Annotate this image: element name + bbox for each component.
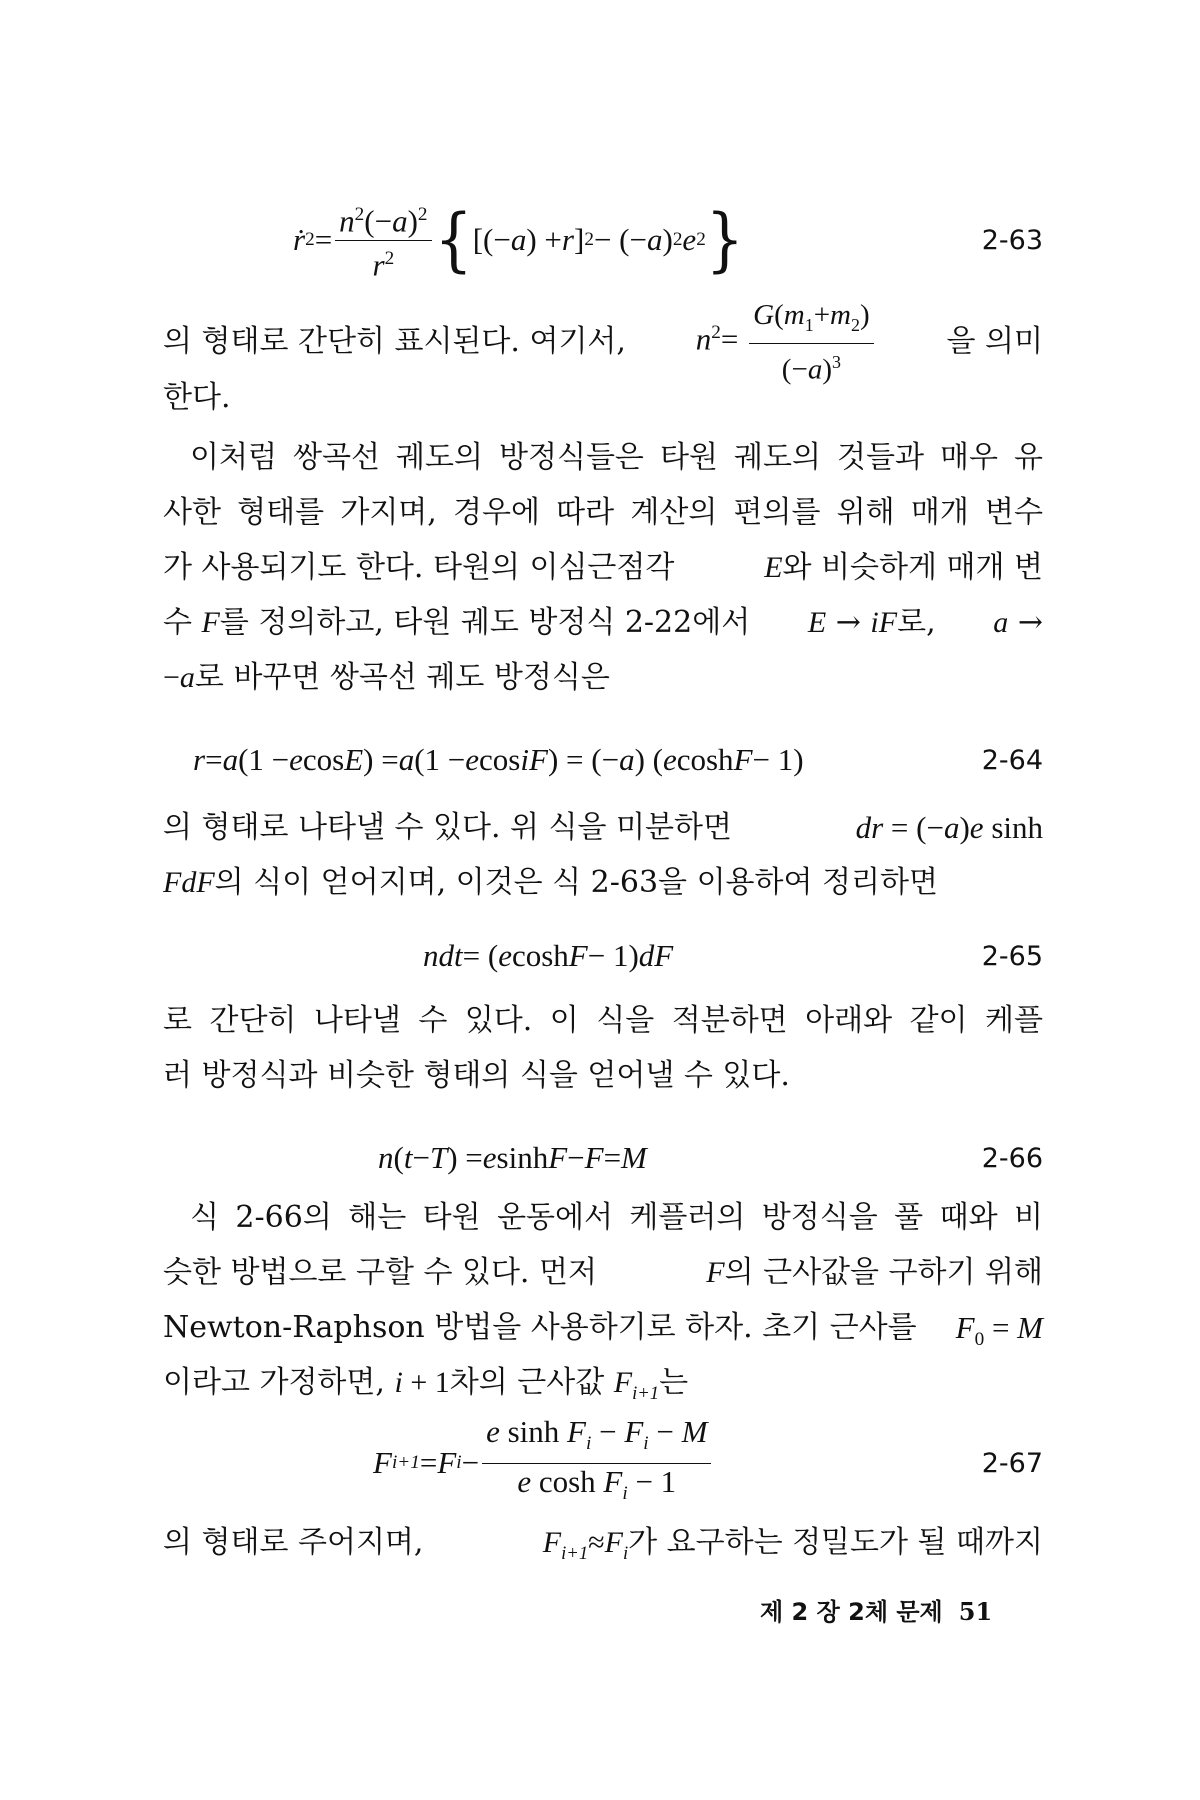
equation-body: n ( t − T ) = e sinh F − F = M: [378, 1140, 647, 1175]
text-segment: 수 F를 정의하고, 타원 궤도 방정식 2-22에서: [163, 605, 751, 640]
text-line: 사한 형태를 가지며, 경우에 따라 계산의 편의를 위해 매개 변수: [163, 495, 1043, 530]
text-line: 러 방정식과 비슷한 형태의 식을 얻어낼 수 있다.: [163, 1058, 790, 1093]
text-segment: $F_{i+1}\approx F_i$가 요구하는 정밀도가 될 때까지: [542, 1525, 1043, 1564]
text-segment: 슷한 방법으로 구할 수 있다. 먼저: [163, 1255, 597, 1290]
equation-2-65: [163, 916, 1043, 996]
text-segment: 이라고 가정하면,: [163, 1365, 385, 1400]
equation-number: 2-64: [981, 744, 1043, 776]
text-line: FdF의 식이 얻어지며, 이것은 식 2-63을 이용하여 정리하면: [163, 865, 938, 900]
text-segment: 가 사용되기도 한다. 타원의 이심근점각: [163, 550, 675, 585]
equation-body: ṙ 2 = $\frac{n^2(-a)^2}{r^2}$ { [(− a ) + r ] 2 − (− a ) 2 e 2 }: [293, 200, 744, 280]
text-line: [163, 808, 1043, 848]
text-segment: 의 식이 얻어지며, 이것은 식 2-63을 이용하여 정리하면: [214, 865, 938, 900]
text-segment: Newton-Raphson 방법을 사용하기로 하자. 초기 근사를: [163, 1310, 917, 1345]
inline-equation: $n^2=$ $\frac{G(m_1+m_2)}{(-a)^3}$: [696, 297, 877, 387]
equation-number: 2-67: [981, 1447, 1043, 1479]
text-line: [163, 603, 1043, 643]
inline-equation: $F_0 = M$: [955, 1310, 1043, 1351]
equation-2-66: [163, 1118, 1043, 1198]
text-segment: 의 근사값을 구하기 위해: [724, 1255, 1043, 1290]
text-segment: F의 근사값을 구하기 위해: [706, 1255, 1043, 1290]
text-segment: E → iF로,: [807, 605, 936, 640]
text-line: −a로 바꾸면 쌍곡선 궤도 방정식은: [163, 660, 610, 695]
text-segment: 로,: [897, 605, 936, 640]
equation-number: 2-66: [981, 1142, 1043, 1174]
equation-number: 2-63: [981, 224, 1043, 256]
text-segment: 를 정의하고, 타원 궤도 방정식 2-22에서: [219, 605, 751, 640]
equation-2-64: [163, 720, 1043, 800]
text-line: [163, 1523, 1043, 1574]
text-segment: 의 형태로 간단히 표시된다. 여기서,: [163, 324, 626, 359]
text-segment: 수: [163, 605, 192, 640]
text-segment: 차의 근사값: [449, 1365, 605, 1400]
text-segment: 와 비슷하게 매개 변: [782, 550, 1043, 585]
equation-2-67: [163, 1414, 1043, 1508]
text-line: [163, 298, 1043, 386]
text-segment: 가 요구하는 정밀도가 될 때까지: [628, 1525, 1043, 1560]
equation-body: F i+1 = F i − $\frac{e \sinh F_i - F_i - M}{e \cosh F_i - 1}$: [373, 1418, 714, 1508]
inline-equation: dr = (−a)e sinh: [855, 810, 1043, 845]
text-line: [163, 1308, 1043, 1360]
text-line: 이처럼 쌍곡선 궤도의 방정식들은 타원 궤도의 것들과 매우 유: [190, 440, 1043, 475]
text-line: 식 2-66의 해는 타원 운동에서 케플러의 방정식을 풀 때와 비: [190, 1200, 1043, 1235]
text-line: [163, 548, 1043, 588]
equation-2-63: [163, 200, 1043, 280]
page-footer: [760, 1592, 1020, 1627]
text-segment: 의 형태로 주어지며,: [163, 1525, 424, 1560]
fraction: $\frac{n^2(-a)^2}{r^2}$: [335, 197, 431, 283]
fraction: $\frac{e \sinh F_i - F_i - M}{e \cosh F_i - 1}$: [482, 1414, 711, 1511]
equation-body: ndt = ( e cosh F − 1) dF: [423, 938, 674, 973]
chapter-title: 제 2 장 2체 문제: [760, 1598, 943, 1626]
text-line: 한다.: [163, 380, 231, 415]
text-segment: 을 의미: [946, 324, 1043, 359]
text-line: 로 간단히 나타낼 수 있다. 이 식을 적분하면 아래와 같이 케플: [163, 1003, 1043, 1038]
text-segment: E와 비슷하게 매개 변: [764, 550, 1043, 585]
text-segment: 의 형태로 나타낼 수 있다. 위 식을 미분하면: [163, 810, 732, 845]
text-line: 이라고 가정하면, i + 1차의 근사값 $F_{i+1}$는: [163, 1365, 689, 1404]
page-number: 51: [958, 1597, 993, 1626]
text-segment: 로 바꾸면 쌍곡선 궤도 방정식은: [194, 660, 610, 695]
text-line: [163, 1253, 1043, 1293]
equation-number: 2-65: [981, 940, 1043, 972]
equation-body: r = a (1 − e cos E ) = a (1 − e cos iF ) = (− a ) ( e cosh F − 1): [193, 742, 804, 777]
text-segment: a →: [993, 605, 1043, 640]
